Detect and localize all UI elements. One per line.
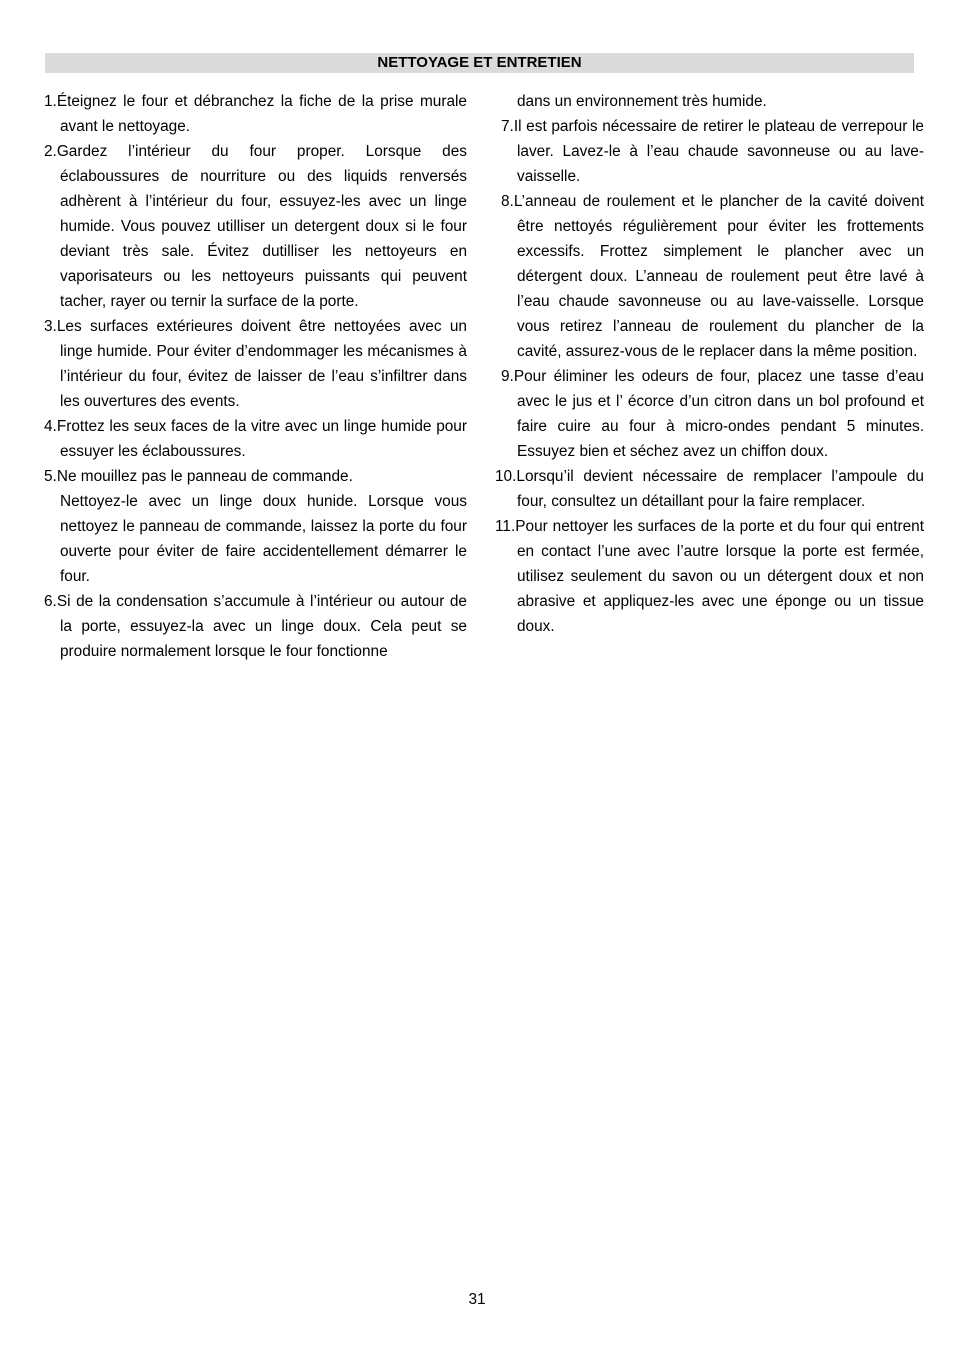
instruction-item-4: 4.Frottez les seux faces de la vitre avec un linge humide pour essuyer les éclaboussures. (44, 418, 467, 460)
instruction-item-6: 6.Si de la condensation s’accumule à l’intérieur ou autour de la porte, essuyez-la avec un linge doux. Cela peut se produire normalement lorsque le four fonctionne (44, 593, 467, 660)
instruction-item-5: 5.Ne mouillez pas le panneau de commande. (44, 468, 353, 485)
instruction-item-11: 11.Pour nettoyer les surfaces de la porte et du four qui entrent en contact l’une avec l’autre lorsque la porte est fermée, utilisez seulement du savon ou un détergent doux et non abrasive et appliquez-les avec une éponge ou un tissue doux. (495, 518, 924, 635)
page-number: 31 (468, 1291, 486, 1308)
section-title-bar (45, 53, 914, 73)
instruction-item-2: 2.Gardez l’intérieur du four proper. Lorsque des éclaboussures de nourriture ou des liquids renversés adhèrent à l’intérieur du four, essuyez-les avec un linge humide. Vous pouvez utilliser un detergent doux si le four deviant très sale. Évitez dutilliser les nettoyeurs en vaporisateurs ou les nettoyeurs puissants qui peuvent tacher, rayer ou ternir la surface de la porte. (44, 143, 467, 310)
instruction-item-6-continuation: dans un environnement très humide. (517, 93, 767, 110)
section-title: NETTOYAGE ET ENTRETIEN (377, 54, 582, 71)
right-column (495, 89, 924, 639)
instruction-item-9: 9.Pour éliminer les odeurs de four, placez une tasse d’eau avec le jus et l’ écorce d’un citron dans un bol profound et faire cuire au four à micro-ondes pendant 5 minutes. Essuyez bien et séchez avez un chiffon doux. (501, 368, 924, 460)
instruction-item-10: 10.Lorsqu’il devient nécessaire de remplacer l’ampoule du four, consultez un détaillant pour la faire remplacer. (495, 468, 924, 510)
instruction-item-1: 1.Éteignez le four et débranchez la fiche de la prise murale avant le nettoyage. (44, 93, 467, 135)
instruction-item-8: 8.L’anneau de roulement et le plancher de la cavité doivent être nettoyés régulièrement pour éviter les frottements excessifs. Frottez simplement le plancher avec un détergent doux. L’anneau de roulement peut être lavé à l’eau chaude savonneuse ou au lave-vaisselle. Lorsque vous retirez l’anneau de roulement du plancher de la cavité, assurez-vous de le replacer dans la même position. (501, 193, 924, 360)
instruction-item-3: 3.Les surfaces extérieures doivent être nettoyées avec un linge humide. Pour éviter d’endommager les mécanismes à l’intérieur du four, évitez de laisser de l’eau s’infiltrer dans les ouvertures des events. (44, 318, 467, 410)
instruction-item-5-continuation: Nettoyez-le avec un linge doux hunide. Lorsque vous nettoyez le panneau de commande, laissez la porte du four ouverte pour éviter de faire accidentellement démarrer le four. (60, 493, 467, 585)
instruction-item-7: 7.Il est parfois nécessaire de retirer le plateau de verrepour le laver. Lavez-le à l’eau chaude savonneuse ou au lave-vaisselle. (501, 118, 924, 185)
left-column (44, 89, 467, 664)
